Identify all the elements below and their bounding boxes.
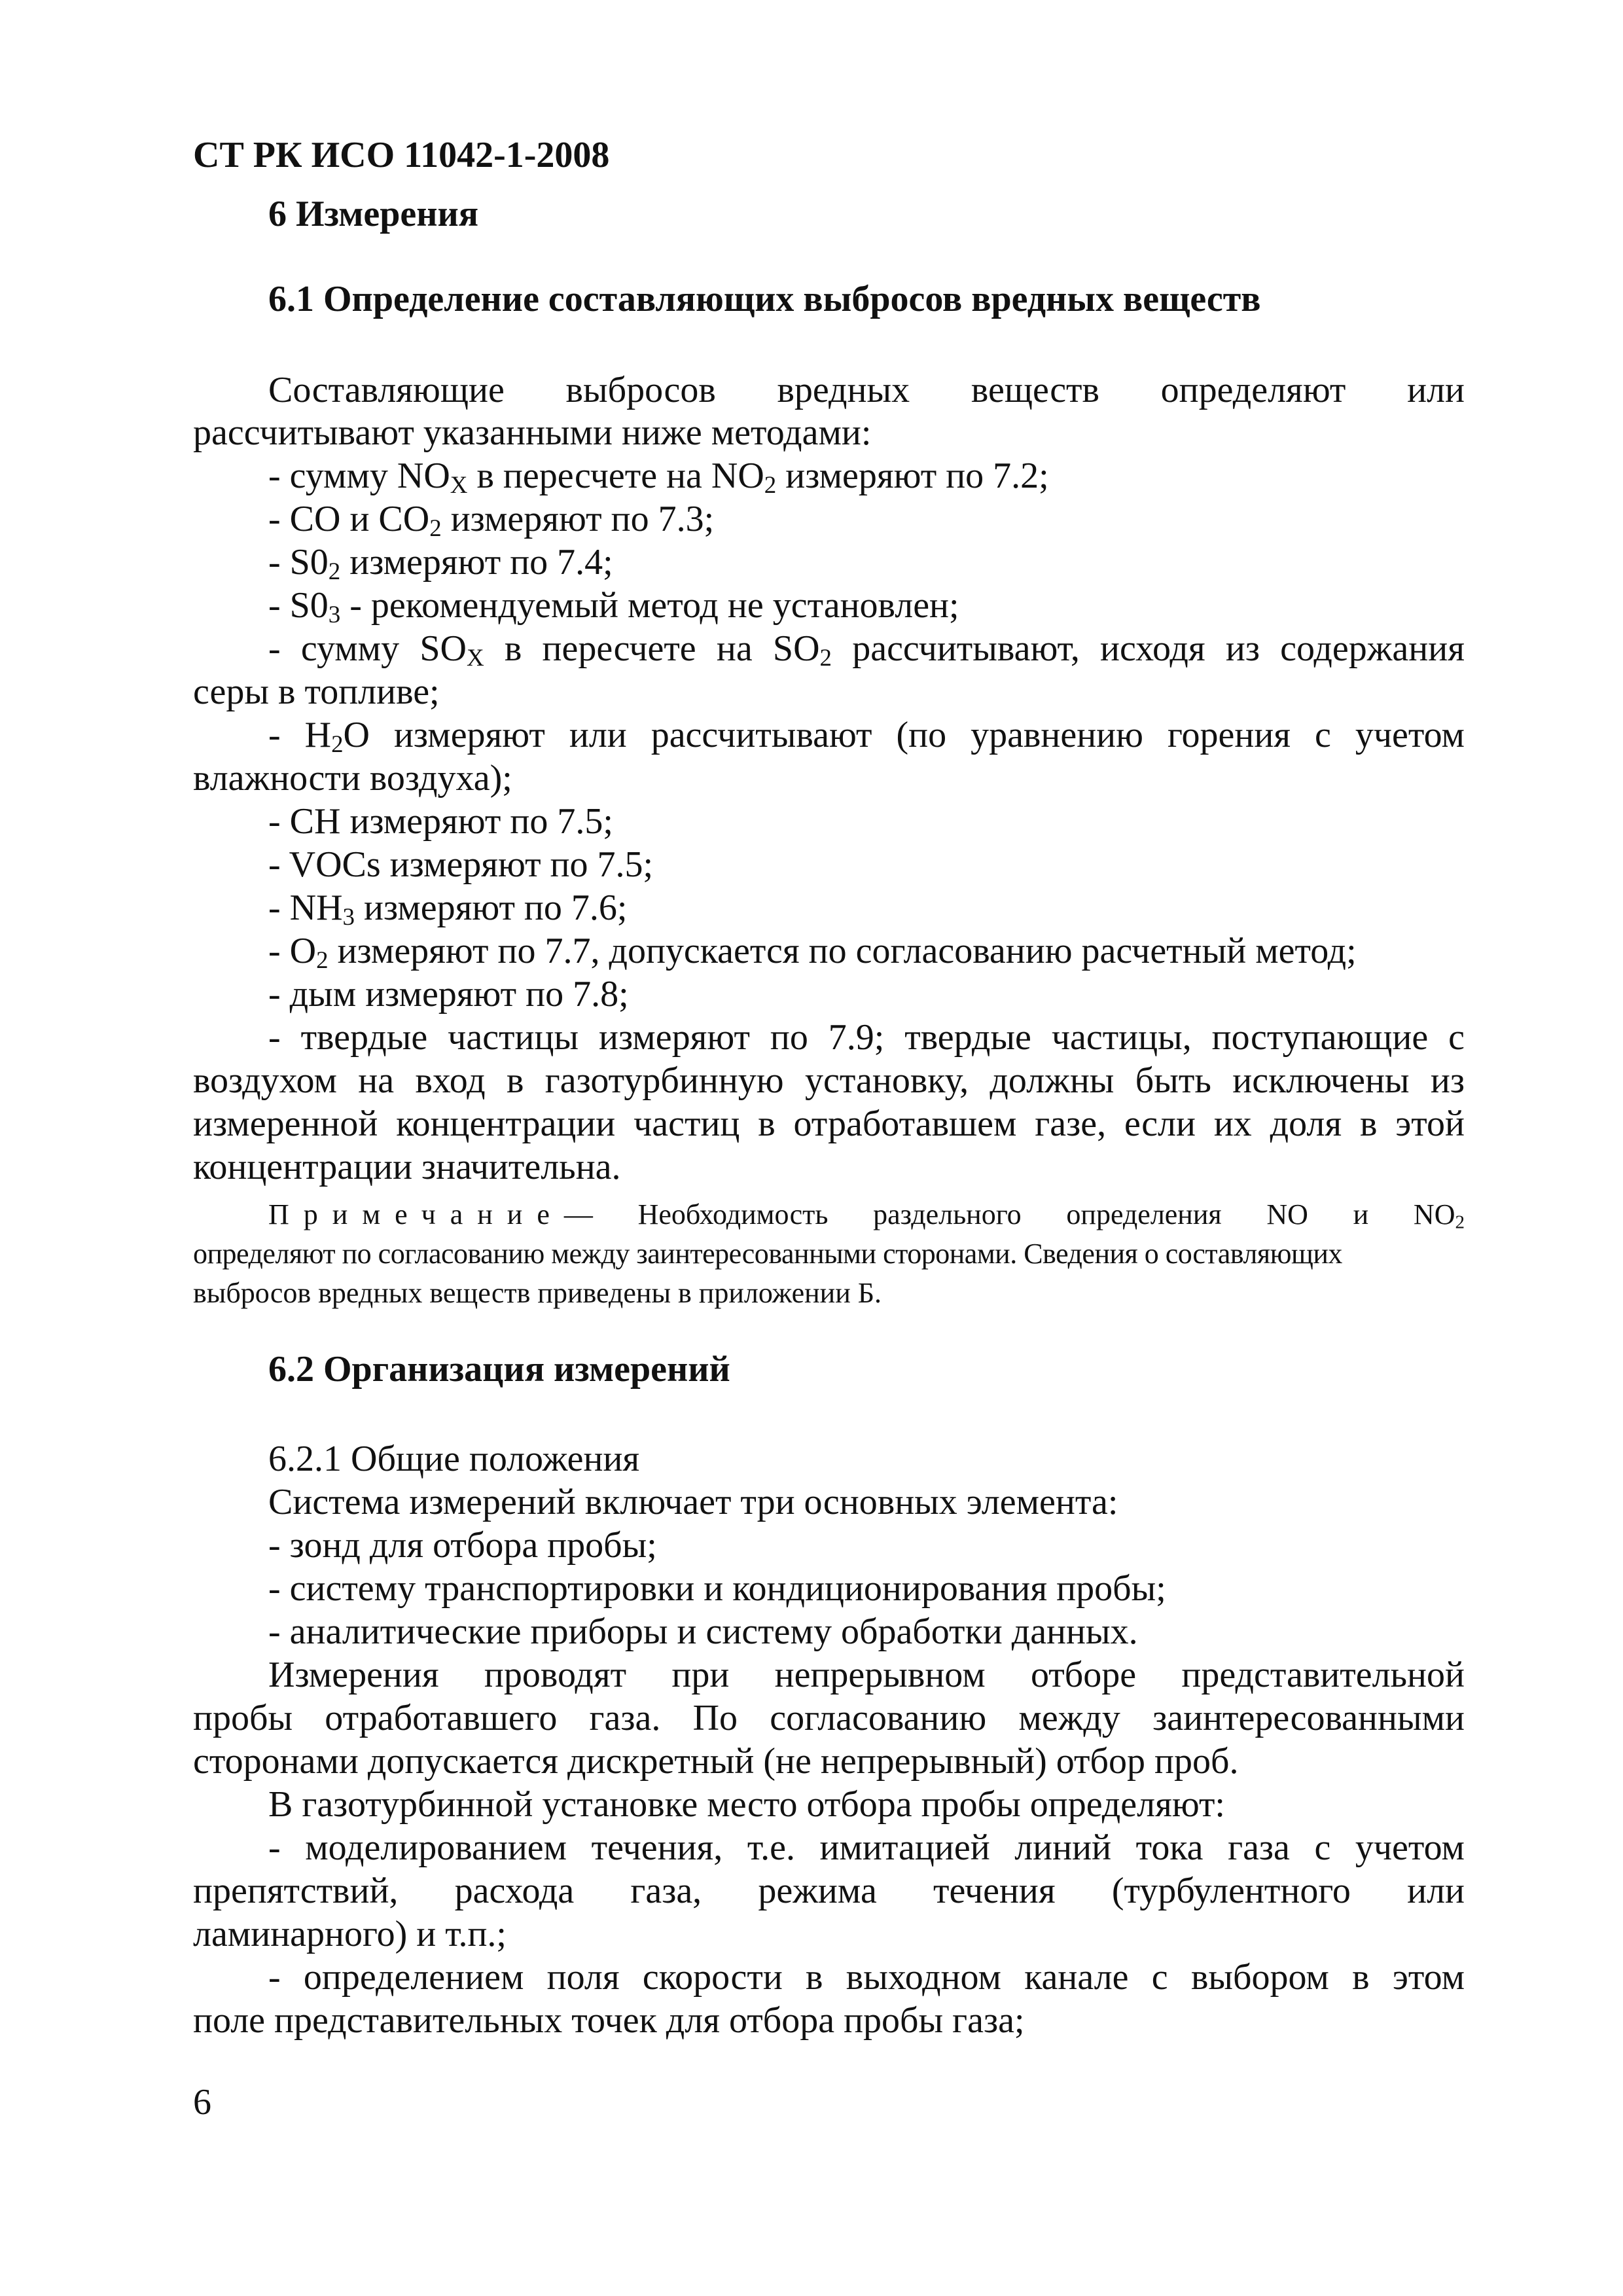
list-item-h2o: - $H_2O$ измеряют или рассчитывают (по уравнению горения с учетом — [268, 715, 1465, 758]
list-item-vocs: - VOCs измеряют по 7.5; — [268, 844, 654, 885]
subsection-6-2-1-title: 6.2.1 Общие положения — [268, 1439, 640, 1479]
list-item-so3: - $S0_3$ - рекомендуемый метод не установлен; — [268, 585, 959, 628]
measurement-para-3: сторонами допускается дискретный (не непрерывный) отбор проб. — [193, 1741, 1239, 1782]
list-item-particles-1: - твердые частицы измеряют по 7.9; твердые частицы, поступающие с — [268, 1017, 1465, 1058]
list-item-o2: - $O_2$ измеряют по 7.7, допускается по согласованию расчетный метод; — [268, 931, 1357, 974]
note-line-3: выбросов вредных веществ приведены в приложении Б. — [193, 1277, 882, 1309]
standard-code: СТ РК ИСО 11042-1-2008 — [193, 135, 610, 175]
method-velocity-1: - определением поля скорости в выходном канале с выбором в этом — [268, 1957, 1465, 1998]
system-intro: Система измерений включает три основных элемента: — [268, 1482, 1118, 1522]
list-item-nox: - сумму $NO_X$ в пересчете на $NO_2$ измеряют по 7.2; — [268, 456, 1049, 499]
note-line-2: определяют по согласованию между заинтересованными сторонами. Сведения о составляющих — [193, 1238, 1342, 1270]
method-velocity-2: поле представительных точек для отбора пробы газа; — [193, 2000, 1025, 2041]
system-item-analyzers: - аналитические приборы и систему обработки данных. — [268, 1611, 1138, 1652]
note-line-1: Примечание — Необходимость раздельного определения NO и $NO_2$ — [268, 1195, 1465, 1234]
list-item-particles-3: измеренной концентрации частиц в отработавшем газе, если их доля в этой — [193, 1103, 1465, 1144]
list-item-particles-2: воздухом на вход в газотурбинную установку, должны быть исключены из — [193, 1060, 1465, 1101]
system-item-transport: - систему транспортировки и кондиционирования пробы; — [268, 1568, 1166, 1609]
section-6-1-title: 6.1 Определение составляющих выбросов вредных веществ — [268, 279, 1261, 319]
list-item-smoke: - дым измеряют по 7.8; — [268, 974, 629, 1014]
section-6-title: 6 Измерения — [268, 194, 479, 234]
list-item-nh3: - $NH_3$ измеряют по 7.6; — [268, 888, 628, 931]
system-item-probe: - зонд для отбора пробы; — [268, 1525, 657, 1566]
list-item-co: - CO и $CO_2$ измеряют по 7.3; — [268, 499, 715, 542]
list-item-ch: - CH измеряют по 7.5; — [268, 801, 613, 842]
method-modeling-1: - моделированием течения, т.е. имитацией линий тока газа с учетом — [268, 1827, 1465, 1868]
list-item-h2o-cont: влажности воздуха); — [193, 758, 512, 798]
intro-line-1: Составляющие выбросов вредных веществ определяют или — [268, 370, 1465, 410]
page-number: 6 — [193, 2082, 211, 2123]
measurement-para-1: Измерения проводят при непрерывном отборе представительной — [268, 1655, 1465, 1695]
sampling-location-intro: В газотурбинной установке место отбора пробы определяют: — [268, 1784, 1225, 1825]
section-6-2-title: 6.2 Организация измерений — [268, 1349, 730, 1390]
list-item-sox-cont: серы в топливе; — [193, 672, 440, 712]
measurement-para-2: пробы отработавшего газа. По согласованию между заинтересованными — [193, 1698, 1465, 1738]
intro-line-2: рассчитывают указанными ниже методами: — [193, 412, 872, 453]
note-label: Примечание — [268, 1198, 564, 1230]
method-modeling-3: ламинарного) и т.п.; — [193, 1914, 507, 1954]
list-item-sox: - сумму $SO_X$ в пересчете на $SO_2$ рассчитывают, исходя из содержания — [268, 628, 1465, 672]
list-item-particles-4: концентрации значительна. — [193, 1147, 621, 1187]
list-item-so2: - $S0_2$ измеряют по 7.4; — [268, 542, 613, 585]
method-modeling-2: препятствий, расхода газа, режима течения (турбулентного или — [193, 1871, 1465, 1911]
